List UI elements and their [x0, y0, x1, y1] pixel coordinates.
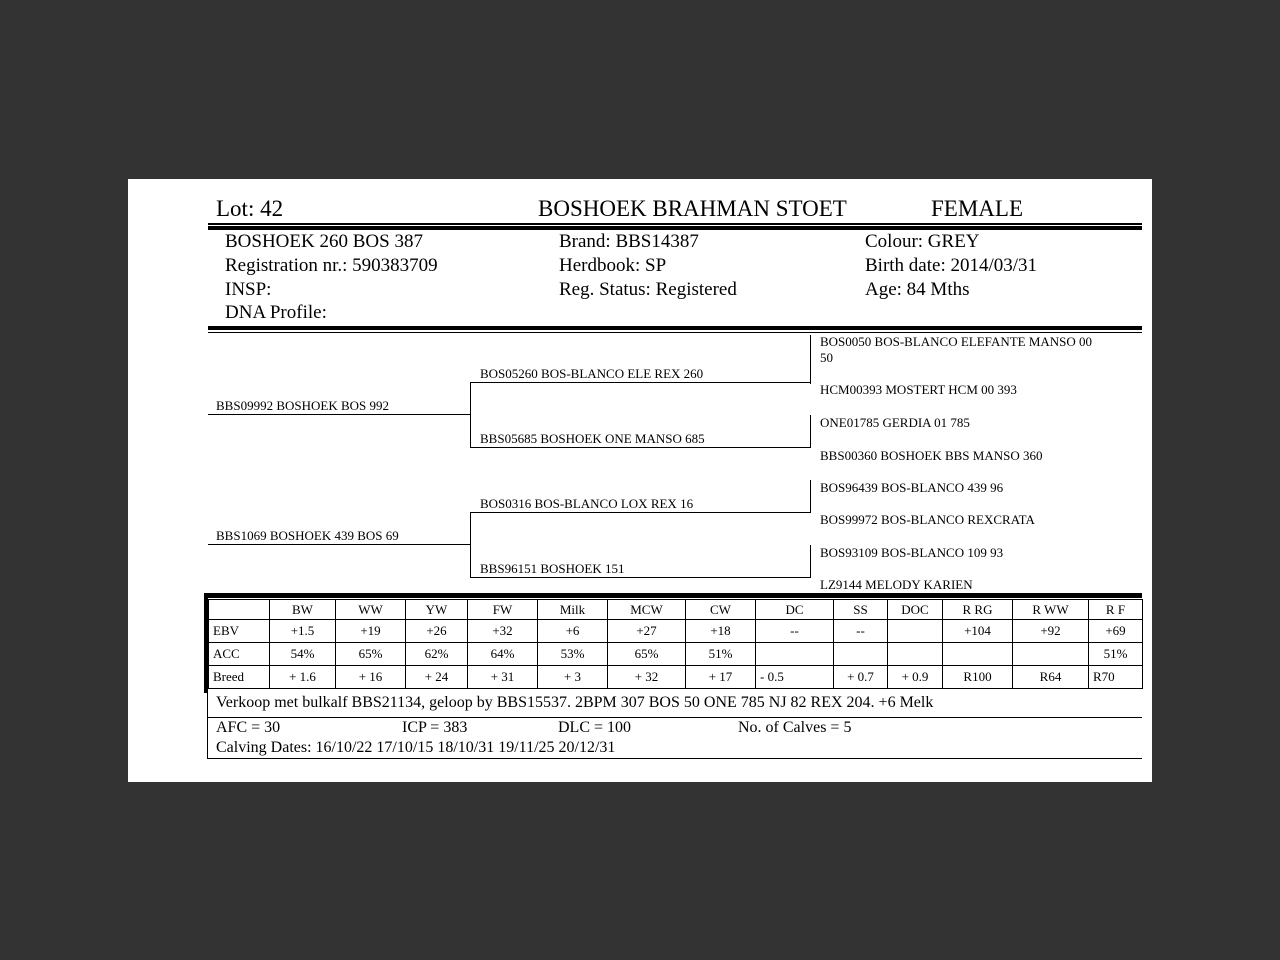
- ebv-cell: +1.5: [270, 620, 336, 643]
- dlc-value: DLC = 100: [558, 719, 632, 736]
- ebv-cell: R64: [1013, 666, 1089, 689]
- ebv-cell: 65%: [608, 643, 686, 666]
- lot-number: Lot: 42: [216, 196, 284, 221]
- ebv-row-label: ACC: [209, 643, 270, 666]
- ebv-cell: +6: [538, 620, 608, 643]
- ebv-cell: +104: [943, 620, 1013, 643]
- ebv-cell: +69: [1089, 620, 1143, 643]
- ebv-row-label: Breed: [209, 666, 270, 689]
- ebv-cell: + 16: [336, 666, 406, 689]
- ebv-cell: + 32: [608, 666, 686, 689]
- ebv-table: [208, 599, 1143, 689]
- ebv-cell: + 31: [468, 666, 538, 689]
- pedigree-great-grandparent: LZ9144 MELODY KARIEN: [820, 577, 973, 592]
- afc-value: AFC = 30: [216, 719, 281, 736]
- header-rule-thin: [208, 223, 1142, 225]
- pedigree-dam: BBS1069 BOSHOEK 439 BOS 69: [216, 528, 399, 543]
- ebv-header-cell: R F: [1089, 600, 1143, 620]
- ebv-cell: [1013, 643, 1089, 666]
- ebv-cell: R70: [1089, 666, 1143, 689]
- pedigree-line: [810, 335, 811, 384]
- pedigree-line: [810, 545, 811, 578]
- herdbook-value: Herdbook: SP: [559, 255, 667, 276]
- ebv-cell: + 24: [406, 666, 468, 689]
- pedigree-line: [470, 382, 810, 383]
- pedigree-line: [470, 447, 810, 448]
- ebv-row-acc: [209, 643, 1143, 666]
- brand-value: Brand: BBS14387: [559, 231, 699, 252]
- ebv-header-cell: YW: [406, 600, 468, 620]
- ebv-header-cell: WW: [336, 600, 406, 620]
- ebv-row-ebv: [209, 620, 1143, 643]
- pedigree-great-grandparent: BOS96439 BOS-BLANCO 439 96: [820, 480, 1004, 495]
- ebv-header-cell: DOC: [888, 600, 943, 620]
- pedigree-great-grandparent: BOS93109 BOS-BLANCO 109 93: [820, 545, 1004, 560]
- ebv-cell: 62%: [406, 643, 468, 666]
- ebv-cell: +32: [468, 620, 538, 643]
- ebv-header-cell: R WW: [1013, 600, 1089, 620]
- ebv-cell: [943, 643, 1013, 666]
- pedigree-great-grandparent: BOS0050 BOS-BLANCO ELEFANTE MANSO 00: [820, 334, 1093, 349]
- pedigree-line: [470, 512, 471, 577]
- info-rule-thin: [208, 332, 1142, 333]
- pedigree-great-grandparent-cont: 50: [820, 350, 833, 365]
- pedigree-sire-sire: BOS05260 BOS-BLANCO ELE REX 260: [480, 366, 704, 381]
- pedigree-great-grandparent: BOS99972 BOS-BLANCO REXCRATA: [820, 512, 1035, 527]
- ebv-cell: + 17: [686, 666, 756, 689]
- ebv-cell: --: [756, 620, 834, 643]
- reg-status-value: Reg. Status: Registered: [559, 279, 737, 300]
- ebv-cell: +92: [1013, 620, 1089, 643]
- calving-dates: Calving Dates: 16/10/22 17/10/15 18/10/31 19/11/25 20/12/31: [216, 739, 616, 756]
- ebv-cell: R100: [943, 666, 1013, 689]
- ebv-cell: + 0.9: [888, 666, 943, 689]
- age-value: Age: 84 Mths: [865, 279, 970, 300]
- ebv-cell: +19: [336, 620, 406, 643]
- pedigree-dam-dam: BBS96151 BOSHOEK 151: [480, 561, 625, 576]
- pedigree-sire-dam: BBS05685 BOSHOEK ONE MANSO 685: [480, 431, 705, 446]
- pedigree-line: [208, 544, 470, 545]
- pedigree-line: [470, 382, 471, 447]
- pedigree-line: [810, 415, 811, 448]
- insp-label: INSP:: [225, 279, 272, 300]
- info-rule-thick: [208, 326, 1142, 330]
- footer-left-rule: [207, 693, 208, 759]
- pedigree-great-grandparent: ONE01785 GERDIA 01 785: [820, 415, 970, 430]
- ebv-cell: + 3: [538, 666, 608, 689]
- pedigree-line: [470, 512, 810, 513]
- ebv-cell: 54%: [270, 643, 336, 666]
- ebv-cell: [756, 643, 834, 666]
- birth-date-value: Birth date: 2014/03/31: [865, 255, 1038, 276]
- ebv-header-cell: R RG: [943, 600, 1013, 620]
- icp-value: ICP = 383: [402, 719, 468, 736]
- ebv-row-label: EBV: [209, 620, 270, 643]
- ebv-header-cell: FW: [468, 600, 538, 620]
- ebv-cell: + 0.7: [834, 666, 888, 689]
- pedigree-line: [208, 414, 470, 415]
- ebv-cell: 64%: [468, 643, 538, 666]
- colour-value: Colour: GREY: [865, 231, 980, 252]
- calves-count: No. of Calves = 5: [738, 719, 852, 736]
- ebv-cell: --: [834, 620, 888, 643]
- ebv-cell: + 1.6: [270, 666, 336, 689]
- ebv-header-cell: CW: [686, 600, 756, 620]
- registration-number: Registration nr.: 590383709: [225, 255, 438, 276]
- ebv-cell: [888, 620, 943, 643]
- sale-note: Verkoop met bulkalf BBS21134, geloop by BBS15537. 2BPM 307 BOS 50 ONE 785 NJ 82 REX 204. +6 Melk: [216, 694, 934, 711]
- pedigree-sire: BBS09992 BOSHOEK BOS 992: [216, 398, 390, 413]
- animal-name: BOSHOEK 260 BOS 387: [225, 231, 423, 252]
- lot-title: BOSHOEK BRAHMAN STOET: [538, 196, 847, 221]
- pedigree-line: [470, 577, 810, 578]
- ebv-row-breed: [209, 666, 1143, 689]
- footer-rule: [208, 717, 1142, 718]
- ebv-header-row: [209, 600, 1143, 620]
- ebv-header-cell: BW: [270, 600, 336, 620]
- sex-label: FEMALE: [931, 196, 1023, 221]
- pedigree-line: [810, 480, 811, 513]
- ebv-cell: [888, 643, 943, 666]
- ebv-cell: +26: [406, 620, 468, 643]
- ebv-cell: [834, 643, 888, 666]
- ebv-cell: 51%: [686, 643, 756, 666]
- pedigree-dam-sire: BOS0316 BOS-BLANCO LOX REX 16: [480, 496, 694, 511]
- ebv-cell: - 0.5: [756, 666, 834, 689]
- ebv-header-cell: DC: [756, 600, 834, 620]
- footer-bottom-rule: [208, 758, 1142, 759]
- ebv-cell: +18: [686, 620, 756, 643]
- dna-profile-label: DNA Profile:: [225, 302, 327, 323]
- ebv-header-cell: Milk: [538, 600, 608, 620]
- ebv-header-cell: SS: [834, 600, 888, 620]
- ebv-cell: 53%: [538, 643, 608, 666]
- pedigree-great-grandparent: HCM00393 MOSTERT HCM 00 393: [820, 382, 1017, 397]
- ebv-cell: +27: [608, 620, 686, 643]
- ebv-header-cell: MCW: [608, 600, 686, 620]
- header-rule-thick: [208, 226, 1142, 230]
- ebv-top-rule: [204, 593, 1142, 598]
- lot-card: [128, 179, 1152, 782]
- ebv-cell: 51%: [1089, 643, 1143, 666]
- ebv-cell: 65%: [336, 643, 406, 666]
- pedigree-great-grandparent: BBS00360 BOSHOEK BBS MANSO 360: [820, 448, 1043, 463]
- ebv-header-cell: [209, 600, 270, 620]
